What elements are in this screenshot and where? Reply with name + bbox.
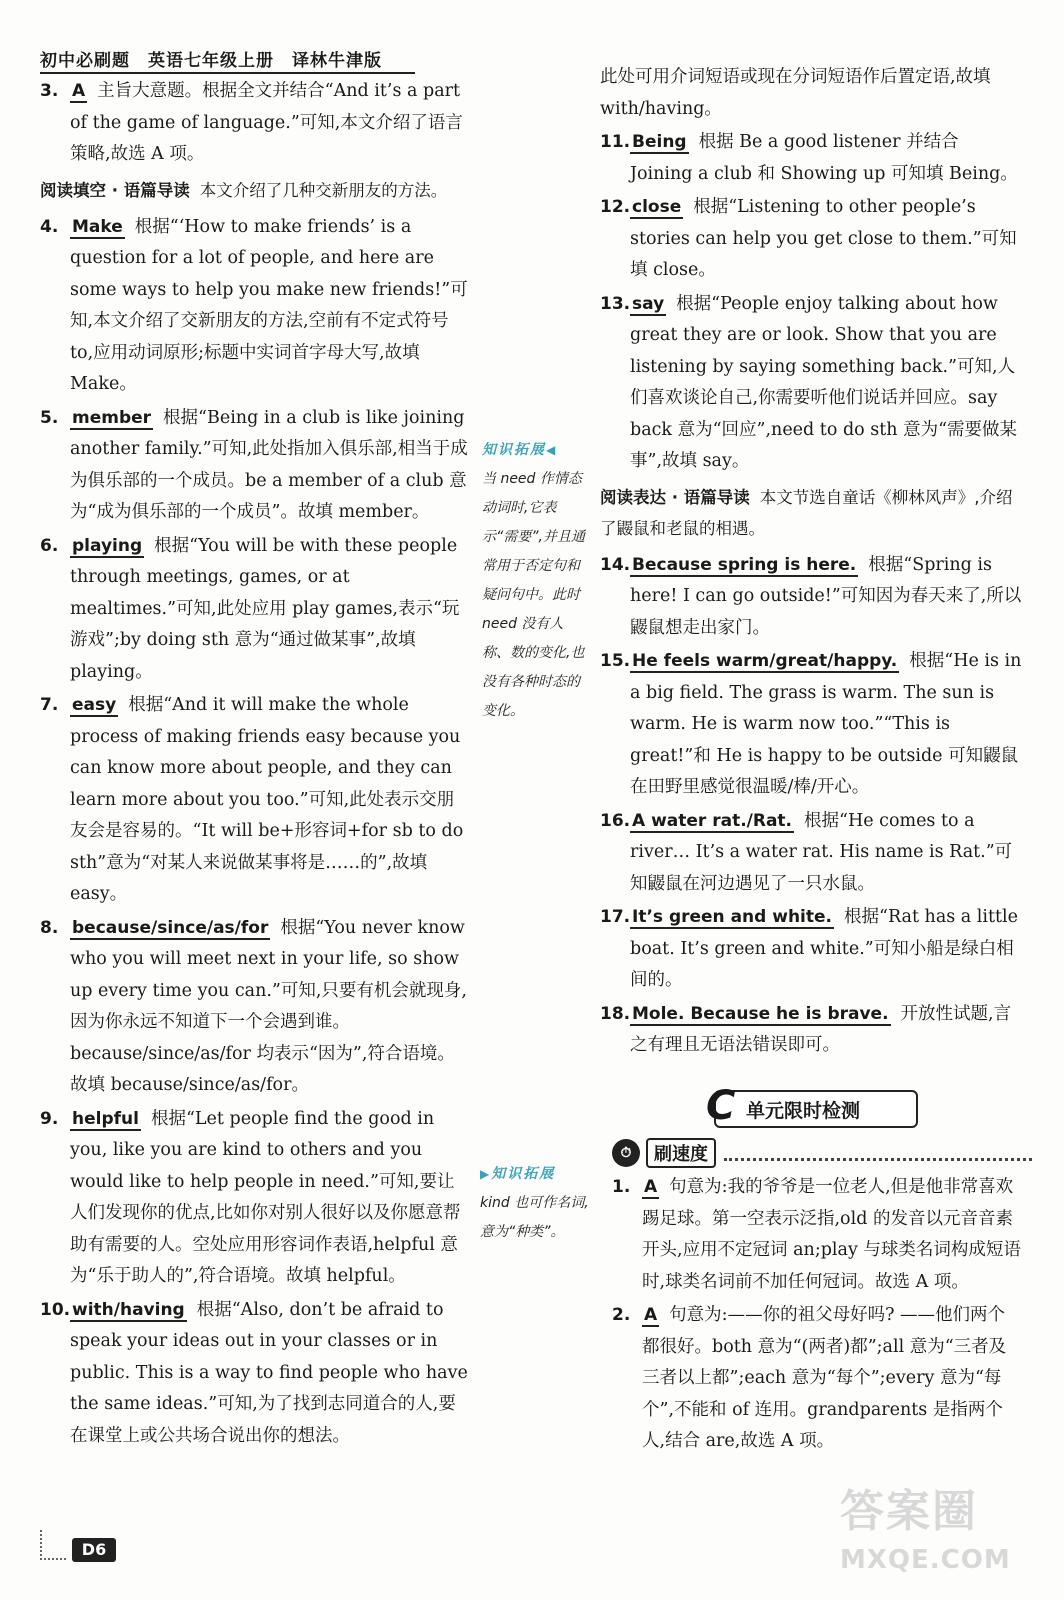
- speed-label: 刷速度: [646, 1138, 716, 1168]
- answer-item-18: [600, 999, 1022, 1062]
- arrow-right-icon: ▶: [480, 1167, 492, 1181]
- item-answer: Mole. Because he is brave.: [632, 1003, 889, 1024]
- answer-item-7: [40, 690, 470, 911]
- watermark-url: MXQE.COM: [840, 1545, 1011, 1575]
- side-note-kind: [480, 1160, 592, 1247]
- item-explanation: 句意为:我的爷爷是一位老人,但是他非常喜欢踢足球。第一空表示泛指,old 的发音以元音音素开头,应用不定冠词 an;play 与球类名词构成短语时,球类名词前不加任何冠词。故选 A 项。: [642, 1177, 1021, 1292]
- item-explanation: 根据“Being in a club is like joining another family.”可知,此处指加入俱乐部,相当于成为俱乐部的一个成员。be a member of a club 意为“成为俱乐部的一个成员”。故填 member。: [70, 407, 468, 522]
- left-column: [40, 76, 470, 1454]
- item-explanation: 根据“And it will make the whole process of making friends easy because you can know more about people, and they can learn more about you too.”可知,此处表示交朋友会是容易的。“It will be+形容词+for sb to do sth”意为“对某人来说做某事将是……的”,故填 easy。: [70, 695, 464, 904]
- side-note-text: kind 也可作名词,意为“种类”。: [480, 1195, 589, 1240]
- section-read-fill: [40, 175, 470, 206]
- item-explanation: 开放性试题,言之有理且无语法错误即可。: [630, 1003, 1012, 1055]
- answer-item-15: [600, 646, 1022, 804]
- answer-item-13: [600, 289, 1022, 478]
- item-answer: A: [72, 81, 86, 101]
- side-note-text: 当 need 作情态动词时,它表示“需要”,并且通常用于否定句和疑问句中。此时 need 没有人称、数的变化,也没有各种时态的变化。: [482, 471, 585, 719]
- item-explanation: 根据“He is in a big field. The grass is warm. The sun is warm. He is warm now too.”“This is great!”和 He is happy to be outside 可知鼹鼠在田野里感觉很温暖/棒/开心。: [630, 651, 1022, 797]
- answer-item-8: [40, 913, 470, 1102]
- item-answer: A: [644, 1305, 658, 1325]
- item-number: 1.: [612, 1177, 631, 1197]
- answer-item-5: [40, 403, 470, 529]
- item-answer: A: [644, 1177, 658, 1197]
- item-number: 8.: [40, 917, 59, 938]
- answer-item-10: [40, 1295, 470, 1453]
- arrow-left-icon: ◀: [546, 443, 558, 457]
- section-title: 阅读表达 · 语篇导读: [600, 487, 750, 507]
- test-item-2: [612, 1300, 1022, 1458]
- item-explanation: 根据“Listening to other people’s stories can help you get close to them.”可知填 close。: [630, 197, 1017, 280]
- item-number: 13.: [600, 293, 631, 314]
- answer-item-4: [40, 212, 470, 401]
- item-number: 7.: [40, 695, 59, 715]
- item-number: 2.: [612, 1305, 631, 1325]
- page-header: [40, 46, 420, 71]
- watermark-logo-text: 答案圈: [840, 1486, 978, 1537]
- item-explanation: 句意为:——你的祖父母好吗? ——他们两个都很好。both 意为“(两者)都”;all 意为“三者及三者以上都”;each 意为“每个”;every 意为“每个”,不能和 of 连用。grandparents 是指两个人,结合 are,故选 A 项。: [642, 1305, 1007, 1451]
- test-item-1: [612, 1172, 1022, 1298]
- unit-test-badge: [706, 1083, 918, 1129]
- item-explanation: 根据“People enjoy talking about how great they are or look. Show that you are listening by saying something back.”可知,人们喜欢谈论自己,你需要听他们说话并回应。say back 意为“回应”,need to do sth 意为“需要做某事”,故填 say。: [630, 293, 1018, 471]
- item-explanation: 根据“He comes to a river… It’s a water rat. His name is Rat.”可知鼹鼠在河边遇见了一只水鼠。: [630, 810, 1013, 894]
- item-explanation: 根据 Be a good listener 并结合 Joining a club 和 Showing up 可知填 Being。: [630, 132, 1018, 184]
- page-corner-mark: [40, 1530, 66, 1560]
- item-explanation: 根据“Spring is here! I can go outside!”可知因为春天来了,所以鼹鼠想走出家门。: [630, 554, 1022, 638]
- unit-test-label: 单元限时检测: [746, 1099, 861, 1122]
- item-answer: easy: [72, 695, 117, 715]
- watermark: [840, 1475, 1040, 1595]
- answer-item-9: [40, 1104, 470, 1293]
- test-answers: [612, 1172, 1022, 1460]
- item-answer: He feels warm/great/happy.: [632, 651, 898, 671]
- item-explanation: 根据“You never know who you will meet next in your life, so show up every time you can.”可知,只要有机会就现身,因为你永远不知道下一个会遇到谁。because/since/as/for 均表示“因为”,符合语境。故填 because/since/as/for。: [70, 917, 467, 1095]
- side-note-head: ▶知识拓展: [480, 1166, 556, 1182]
- side-note-head: 知识拓展◀: [482, 442, 558, 458]
- item-answer: close: [632, 197, 682, 217]
- item-answer: because/since/as/for: [72, 917, 269, 938]
- clock-icon: ⏱: [612, 1139, 640, 1167]
- item-number: 9.: [40, 1108, 59, 1129]
- item-number: 14.: [600, 554, 631, 575]
- c-letter-icon: C: [706, 1083, 736, 1129]
- item-answer: Make: [72, 216, 123, 237]
- section-text: 本文节选自童话《柳林风声》,介绍了鼹鼠和老鼠的相遇。: [600, 487, 1013, 538]
- item-answer: say: [632, 293, 665, 314]
- item-answer: with/having: [72, 1299, 185, 1320]
- item-number: 3.: [40, 81, 59, 101]
- item-answer: playing: [72, 535, 143, 556]
- header-rule: [40, 72, 415, 74]
- item-number: 4.: [40, 216, 59, 237]
- section-title: 阅读填空 · 语篇导读: [40, 180, 190, 200]
- answer-item-11: [600, 127, 1022, 190]
- item-number: 6.: [40, 535, 59, 556]
- item-answer: helpful: [72, 1108, 139, 1129]
- item-explanation: 根据“Let people find the good in you, like you are kind to others and you would like to help people in need.”可知,要让人们发现你的优点,比如你对别人很好以及你愿意帮助有需要的人。空处应用形容词作表语,helpful 意为“乐于助人的”,符合语境。故填 helpful。: [70, 1108, 461, 1286]
- answer-item-3: [40, 76, 470, 171]
- answer-item-17: [600, 902, 1022, 997]
- item-number: 15.: [600, 651, 631, 671]
- item-explanation: 主旨大意题。根据全文并结合“And it’s a part of the game of language.”可知,本文介绍了语言策略,故选 A 项。: [70, 81, 463, 164]
- item-number: 10.: [40, 1299, 71, 1320]
- item-number: 5.: [40, 407, 59, 428]
- right-column: [600, 62, 1022, 1064]
- section-read-express: [600, 482, 1022, 544]
- item-number: 18.: [600, 1003, 631, 1024]
- item-answer: member: [72, 407, 152, 428]
- item-number: 12.: [600, 197, 631, 217]
- answer-item-12: [600, 192, 1022, 287]
- dotted-divider: [724, 1146, 1032, 1161]
- answer-item-6: [40, 531, 470, 689]
- item-explanation: 根据“‘How to make friends’ is a question for a lot of people, and here are some ways to help you make new friends!”可知,本文介绍了交新朋友的方法,空前有不定式符号 to,应用动词原形;标题中实词首字母大写,故填 Make。: [70, 216, 468, 394]
- item-explanation: 根据“Also, don’t be afraid to speak your ideas out in your classes or in public. This is a way to find people who have the same ideas.”可知,为了找到志同道合的人,要在课堂上或公共场合说出你的想法。: [70, 1299, 468, 1446]
- speed-badge: [612, 1138, 1032, 1168]
- item-answer: It’s green and white.: [632, 907, 832, 927]
- section-text: 本文介绍了几种交新朋友的方法。: [199, 180, 448, 200]
- item-answer: Because spring is here.: [632, 554, 857, 575]
- item-10-continuation: 此处可用介词短语或现在分词短语作后置定语,故填 with/having。: [600, 67, 991, 119]
- answer-item-14: [600, 550, 1022, 645]
- item-number: 16.: [600, 810, 631, 831]
- item-explanation: 根据“You will be with these people through meetings, games, or at mealtimes.”可知,此处应用 play games,表示“玩游戏”;by doing sth 意为“通过做某事”,故填 playing。: [70, 535, 460, 682]
- item-number: 11.: [600, 132, 631, 152]
- item-explanation: 根据“Rat has a little boat. It’s green and white.”可知小船是绿白相间的。: [630, 907, 1019, 990]
- header-title: 初中必刷题 英语七年级上册 译林牛津版: [40, 51, 382, 71]
- answer-item-16: [600, 806, 1022, 901]
- item-answer: A water rat./Rat.: [632, 810, 793, 831]
- item-answer: Being: [632, 132, 687, 152]
- side-note-need: [482, 436, 590, 726]
- page-number: D6: [72, 1538, 116, 1562]
- item-number: 17.: [600, 907, 631, 927]
